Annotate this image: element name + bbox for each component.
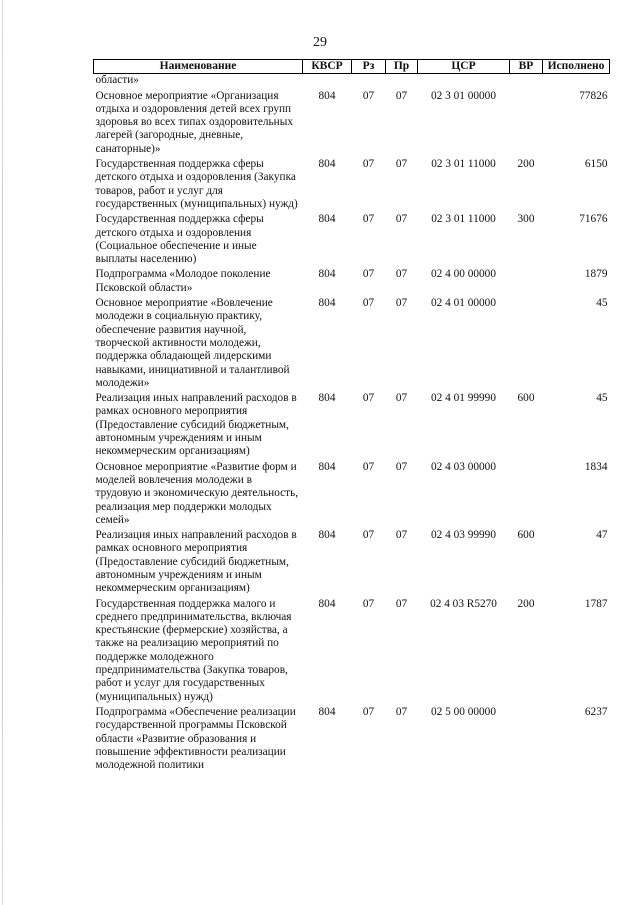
page-left-edge [2, 0, 3, 905]
row-amount: 47 [596, 529, 608, 542]
row-pr: 07 [395, 529, 408, 542]
row-rz: 07 [362, 89, 375, 102]
row-rz: 07 [362, 297, 375, 310]
row-pr: 07 [395, 268, 408, 281]
row-vr: 200 [517, 158, 535, 171]
row-vr [510, 268, 543, 297]
table-row [94, 90, 610, 158]
header-amount: Исполнено [543, 60, 610, 74]
row-kvsr: 804 [318, 297, 336, 310]
row-csr: 02 4 03 99990 [431, 529, 496, 542]
row-rz: 07 [362, 460, 375, 473]
row-kvsr: 804 [318, 705, 336, 718]
row-amount: 6237 [584, 705, 608, 718]
row-rz: 07 [362, 268, 375, 281]
row-amount: 45 [596, 392, 608, 405]
row-amount: 1787 [584, 597, 608, 610]
row-pr: 07 [395, 460, 408, 473]
row-kvsr: 804 [318, 392, 336, 405]
row-kvsr [303, 74, 352, 90]
row-kvsr: 804 [318, 268, 336, 281]
row-kvsr: 804 [318, 89, 336, 102]
row-kvsr: 804 [318, 213, 336, 226]
table-row [94, 529, 610, 597]
header-pr: Пр [386, 60, 418, 74]
row-pr: 07 [395, 213, 408, 226]
row-name: Реализация иных направлений расходов в рамках основного мероприятия (Предоставление субсидий бюджетным, автономным учреждениям и иным некоммерческим организациям) [95, 392, 297, 458]
row-name: Государственная поддержка сферы детского отдыха и оздоровления (Закупка товаров, работ и услуг для государственных (муниципальных) нужд) [95, 158, 298, 210]
table-row [94, 74, 610, 90]
row-name: Основное мероприятие «Организация отдыха и оздоровления детей всех групп здоровья во всех типах оздоровительных лагерей (загородные, дневные, санаторные)» [95, 89, 293, 155]
row-csr: 02 4 00 00000 [431, 268, 496, 281]
row-csr: 02 5 00 00000 [431, 705, 496, 718]
row-kvsr: 804 [318, 597, 336, 610]
row-vr: 600 [517, 529, 535, 542]
row-amount: 71676 [579, 213, 608, 226]
table-row [94, 461, 610, 529]
row-csr: 02 4 01 99990 [431, 392, 496, 405]
row-name: Основное мероприятие «Развитие форм и моделей вовлечения молодежи в трудовую и экономическую деятельность, реализация мер поддержки молодых семей» [95, 460, 299, 526]
table-row [94, 706, 610, 774]
row-rz: 07 [362, 392, 375, 405]
header-rz: Рз [352, 60, 386, 74]
row-rz: 07 [362, 705, 375, 718]
row-name: Реализация иных направлений расходов в рамках основного мероприятия (Предоставление субсидий бюджетным, автономным учреждениям и иным некоммерческим организациям) [95, 529, 297, 595]
table-row [94, 268, 610, 297]
row-vr [510, 706, 543, 774]
table-row [94, 213, 610, 268]
row-vr [510, 297, 543, 392]
row-kvsr: 804 [318, 158, 336, 171]
row-vr [510, 461, 543, 529]
row-vr [510, 90, 543, 158]
row-csr: 02 3 01 11000 [431, 158, 496, 171]
row-csr: 02 4 03 R5270 [430, 597, 497, 610]
table-row [94, 158, 610, 213]
row-amount: 45 [596, 297, 608, 310]
row-name: Подпрограмма «Молодое поколение Псковской области» [95, 268, 271, 294]
row-kvsr: 804 [318, 529, 336, 542]
row-csr: 02 3 01 00000 [431, 89, 496, 102]
row-pr: 07 [395, 597, 408, 610]
row-amount: 6150 [584, 158, 608, 171]
header-name: Наименование [94, 60, 303, 74]
row-csr: 02 3 01 11000 [431, 213, 496, 226]
row-csr [418, 74, 510, 90]
row-rz: 07 [362, 213, 375, 226]
table-row [94, 392, 610, 460]
budget-table [93, 59, 610, 774]
header-kvsr: КВСР [303, 60, 352, 74]
row-pr: 07 [395, 89, 408, 102]
table-row [94, 297, 610, 392]
row-amount: 1879 [584, 268, 608, 281]
row-csr: 02 4 03 00000 [431, 460, 496, 473]
table-header-row [94, 60, 610, 74]
row-vr: 300 [517, 213, 535, 226]
row-name: Подпрограмма «Обеспечение реализации государственной программы Псковской области «Развитие образования и повышение эффективности реализации молодежной политики [95, 705, 296, 772]
row-pr: 07 [395, 705, 408, 718]
row-name: Государственная поддержка сферы детского отдыха и оздоровления (Социальное обеспечение и иные выплаты населению) [95, 213, 264, 266]
row-vr [510, 74, 543, 90]
row-pr: 07 [395, 297, 408, 310]
row-vr: 200 [517, 597, 535, 610]
row-rz: 07 [362, 529, 375, 542]
row-pr [386, 74, 418, 90]
row-pr: 07 [395, 392, 408, 405]
header-vr: ВР [510, 60, 543, 74]
header-csr: ЦСР [418, 60, 510, 74]
page-number: 29 [313, 35, 327, 50]
row-name: Государственная поддержка малого и среднего предпринимательства, включая крестьянские (фермерские) хозяйства, а также на реализацию мероприятий по поддержке молодежного предпринимательства (Закупка товаров, работ и услуг для государственных (муниципальных) нужд) [95, 597, 292, 703]
row-kvsr: 804 [318, 460, 336, 473]
row-rz: 07 [362, 597, 375, 610]
row-vr: 600 [517, 392, 535, 405]
row-name: области» [95, 74, 139, 87]
row-rz: 07 [362, 158, 375, 171]
row-amount: 1834 [584, 460, 608, 473]
row-name: Основное мероприятие «Вовлечение молодежи в социальную практику, обеспечение развития научной, творческой активности молодежи, поддержка обладающей лидерскими навыками, инициативной и талантливой молодежи» [95, 297, 290, 389]
row-amount: 77826 [579, 89, 608, 102]
row-rz [352, 74, 386, 90]
row-csr: 02 4 01 00000 [431, 297, 496, 310]
table-row [94, 598, 610, 706]
row-amount [543, 74, 610, 90]
row-pr: 07 [395, 158, 408, 171]
